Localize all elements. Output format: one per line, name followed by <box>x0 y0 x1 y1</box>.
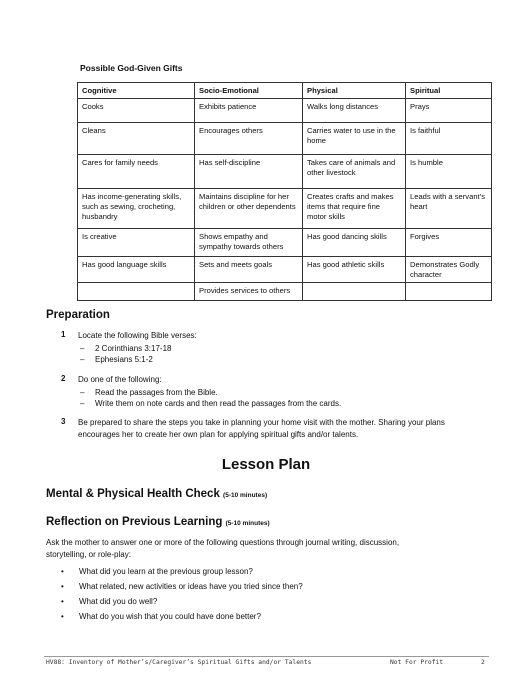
header-spiritual: Spiritual <box>406 83 492 99</box>
table-cell: Carries water to use in the home <box>303 123 406 155</box>
table-cell: Exhibits patience <box>195 99 303 123</box>
section-title: Reflection on Previous Learning <box>46 516 223 528</box>
section-heading <box>46 516 270 528</box>
table-row <box>78 99 492 123</box>
step-number: 2 <box>61 374 66 383</box>
table-cell <box>78 283 195 301</box>
header-socio-emotional: Socio-Emotional <box>195 83 303 99</box>
page-number: 2 <box>481 659 485 666</box>
table-header-row <box>78 83 492 99</box>
table-cell: Creates crafts and makes items that require fine motor skills <box>303 189 406 229</box>
table-cell: Sets and meets goals <box>195 257 303 283</box>
question-item: What do you wish that you could have done better? <box>79 612 261 621</box>
bible-verse: 2 Corinthians 3:17-18 <box>95 344 172 353</box>
table-cell: Cleans <box>78 123 195 155</box>
table-cell: Has good athletic skills <box>303 257 406 283</box>
step-text-line2: encourages her to create her own plan for applying spiritual gifts and/or talents. <box>78 430 359 439</box>
table-cell: Has self-discipline <box>195 155 303 189</box>
preparation-heading: Preparation <box>46 309 110 321</box>
bullet-icon: • <box>61 597 64 606</box>
table-cell: Walks long distances <box>303 99 406 123</box>
table-cell: Shows empathy and sympathy towards others <box>195 229 303 257</box>
table-cell <box>406 283 492 301</box>
table-row <box>78 283 492 301</box>
step-text: Locate the following Bible verses: <box>78 331 197 340</box>
footer-divider <box>44 656 489 657</box>
table-cell: Encourages others <box>195 123 303 155</box>
section-time: (5-10 minutes) <box>223 492 268 499</box>
table-cell: Cooks <box>78 99 195 123</box>
step-option: Read the passages from the Bible. <box>95 388 218 397</box>
section-time: (5-10 minutes) <box>225 520 270 527</box>
table-cell <box>303 283 406 301</box>
header-cognitive: Cognitive <box>78 83 195 99</box>
footer-note: Not For Profit <box>390 659 444 666</box>
table-cell: Cares for family needs <box>78 155 195 189</box>
table-cell: Is creative <box>78 229 195 257</box>
step-text: Do one of the following: <box>78 375 162 384</box>
table-row <box>78 229 492 257</box>
paragraph-line: Ask the mother to answer one or more of the following questions through journal writing, discussion, <box>46 538 400 547</box>
dash-marker: – <box>80 344 85 353</box>
table-cell: Has income-generating skills, such as sewing, crocheting, husbandry <box>78 189 195 229</box>
table-cell: Demonstrates Godly character <box>406 257 492 283</box>
gifts-table <box>77 82 492 301</box>
table-row <box>78 257 492 283</box>
section-heading <box>46 488 267 500</box>
instruction-paragraph <box>46 537 486 561</box>
paragraph-line: storytelling, or role-play: <box>46 550 131 559</box>
table-cell: Provides services to others <box>195 283 303 301</box>
step-number: 1 <box>61 330 66 339</box>
step-text-line1: Be prepared to share the steps you take in planning your home visit with the mother. Sharing your plans <box>78 418 445 427</box>
bullet-icon: • <box>61 582 64 591</box>
bullet-icon: • <box>61 567 64 576</box>
footer-title: HV88: Inventory of Mother’s/Caregiver’s Spiritual Gifts and/or Talents <box>46 659 312 666</box>
header-physical: Physical <box>303 83 406 99</box>
table-cell: Has good dancing skills <box>303 229 406 257</box>
section-title: Mental & Physical Health Check <box>46 488 220 500</box>
table-cell: Has good language skills <box>78 257 195 283</box>
table-cell: Prays <box>406 99 492 123</box>
table-row <box>78 123 492 155</box>
step-number: 3 <box>61 417 66 426</box>
table-cell: Maintains discipline for her children or other dependents <box>195 189 303 229</box>
step-option: Write them on note cards and then read the passages from the cards. <box>95 399 342 408</box>
dash-marker: – <box>80 388 85 397</box>
bible-verse: Ephesians 5:1-2 <box>95 355 153 364</box>
table-cell: Forgives <box>406 229 492 257</box>
dash-marker: – <box>80 399 85 408</box>
table-cell: Takes care of animals and other livestock <box>303 155 406 189</box>
lesson-plan-title: Lesson Plan <box>221 456 311 473</box>
table-cell: Is humble <box>406 155 492 189</box>
table-row <box>78 155 492 189</box>
dash-marker: – <box>80 355 85 364</box>
question-item: What did you do well? <box>79 597 158 606</box>
table-row <box>78 189 492 229</box>
question-item: What related, new activities or ideas have you tried since then? <box>79 582 303 591</box>
bullet-icon: • <box>61 612 64 621</box>
table-title: Possible God-Given Gifts <box>80 63 183 73</box>
table-cell: Is faithful <box>406 123 492 155</box>
table-cell: Leads with a servant’s heart <box>406 189 492 229</box>
question-item: What did you learn at the previous group lesson? <box>79 567 253 576</box>
